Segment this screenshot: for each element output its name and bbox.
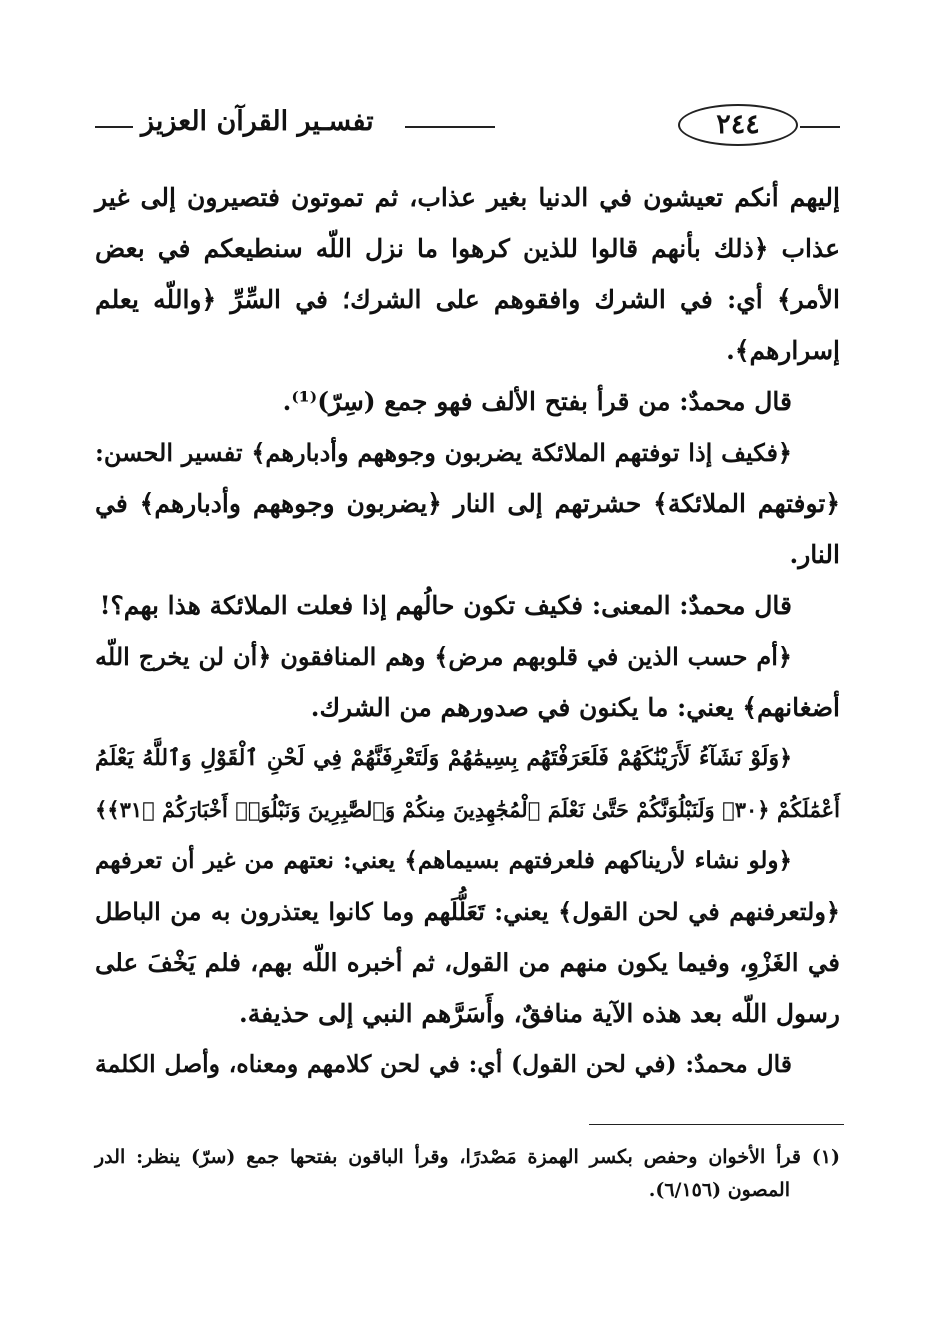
text-line: عذاب ﴿ذلك بأنهم قالوا للذين كرهوا ما نزل اللّه سنطيعكم في بعض xyxy=(95,234,840,263)
body-text xyxy=(95,172,840,1090)
footnote xyxy=(95,1141,840,1207)
text-line: النار. xyxy=(789,540,840,569)
footnote-separator xyxy=(589,1124,844,1125)
text-line: ﴿أم حسب الذين في قلوبهم مرض﴾ وهم المنافقون ﴿أن لن يخرج اللّه xyxy=(95,642,792,671)
text-line: رسول اللّه بعد هذه الآية منافقٌ، وأَسَرَّهم النبي إلى حذيفة. xyxy=(239,999,840,1028)
text-line: ﴿توفتهم الملائكة﴾ حشرتهم إلى النار ﴿يضربون وجوههم وأدبارهم﴾ في xyxy=(95,489,840,518)
footnote-line: المصون (٦/١٥٦). xyxy=(648,1179,790,1201)
header-rule-middle xyxy=(405,126,495,128)
text-line: في الغَزْوِ، وفيما يكون منهم من القول، ثم أخبره اللّه بهم، فلم يَخْفَ على xyxy=(95,948,840,977)
text-line: أضغانهم﴾ يعني: ما يكنون في صدورهم من الشرك. xyxy=(310,693,840,722)
text-line: ﴿وَلَوْ نَشَآءُ لَأَرَيْنَٰكَهُمْ فَلَعَرَفْتَهُم بِسِيمَٰهُمْ وَلَتَعْرِفَنَّهُمْ فِي لَحْنِ ٱلْقَوْلِ وَٱللَّهُ يَعْلَمُ xyxy=(95,745,792,771)
running-title: تفسـير القرآن العزيز xyxy=(141,106,374,137)
text-line: أَعْمَٰلَكُمْ ﴿٣٠﴾ وَلَنَبْلُوَنَّكُمْ حَتَّىٰ نَعْلَمَ ٱلْمُجَٰهِدِينَ مِنكُمْ وَٱلصَّٰبِرِينَ وَنَبْلُوَا۟ أَخْبَارَكُمْ ﴿٣١﴾﴾ xyxy=(95,797,840,822)
text-line: إليهم أنكم تعيشون في الدنيا بغير عذاب، ثم تموتون فتصيرون إلى غير xyxy=(95,183,840,212)
text-line: الأمر﴾ أي: في الشرك وافقوهم على الشرك؛ في السِّرِّ ﴿واللّه يعلم xyxy=(95,285,840,314)
header-rule-left xyxy=(95,126,133,128)
text-line: قال محمدٌ: من قرأ بفتح الألف فهو جمع (سِرّ)⁽¹⁾. xyxy=(282,387,792,416)
running-header xyxy=(95,100,840,152)
header-rule-right xyxy=(800,126,840,128)
text-line: قال محمدٌ: المعنى: فكيف تكون حالُهم إذا فعلت الملائكة هذا بهم؟! xyxy=(99,591,792,620)
page-number: ٢٤٤ xyxy=(678,104,798,146)
text-line: إسرارهم﴾. xyxy=(726,336,840,365)
text-line: ﴿فكيف إذا توفتهم الملائكة يضربون وجوههم وأدبارهم﴾ تفسير الحسن: xyxy=(95,438,792,467)
text-line: قال محمدٌ: (في لحن القول) أي: في لحن كلامهم ومعناه، وأصل الكلمة xyxy=(95,1050,792,1078)
text-line: ﴿ولتعرفنهم في لحن القول﴾ يعني: تَعَلُّلَهم وما كانوا يعتذرون به من الباطل xyxy=(95,897,840,926)
text-line: ﴿ولو نشاء لأريناكهم فلعرفتهم بسيماهم﴾ يعني: نعتهم من غير أن تعرفهم xyxy=(95,847,792,874)
footnote-line: (١) قرأ الأخوان وحفص بكسر الهمزة مَصْدرًا، وقرأ الباقون بفتحها جمع (سرّ) ينظر: الدر xyxy=(95,1146,840,1168)
